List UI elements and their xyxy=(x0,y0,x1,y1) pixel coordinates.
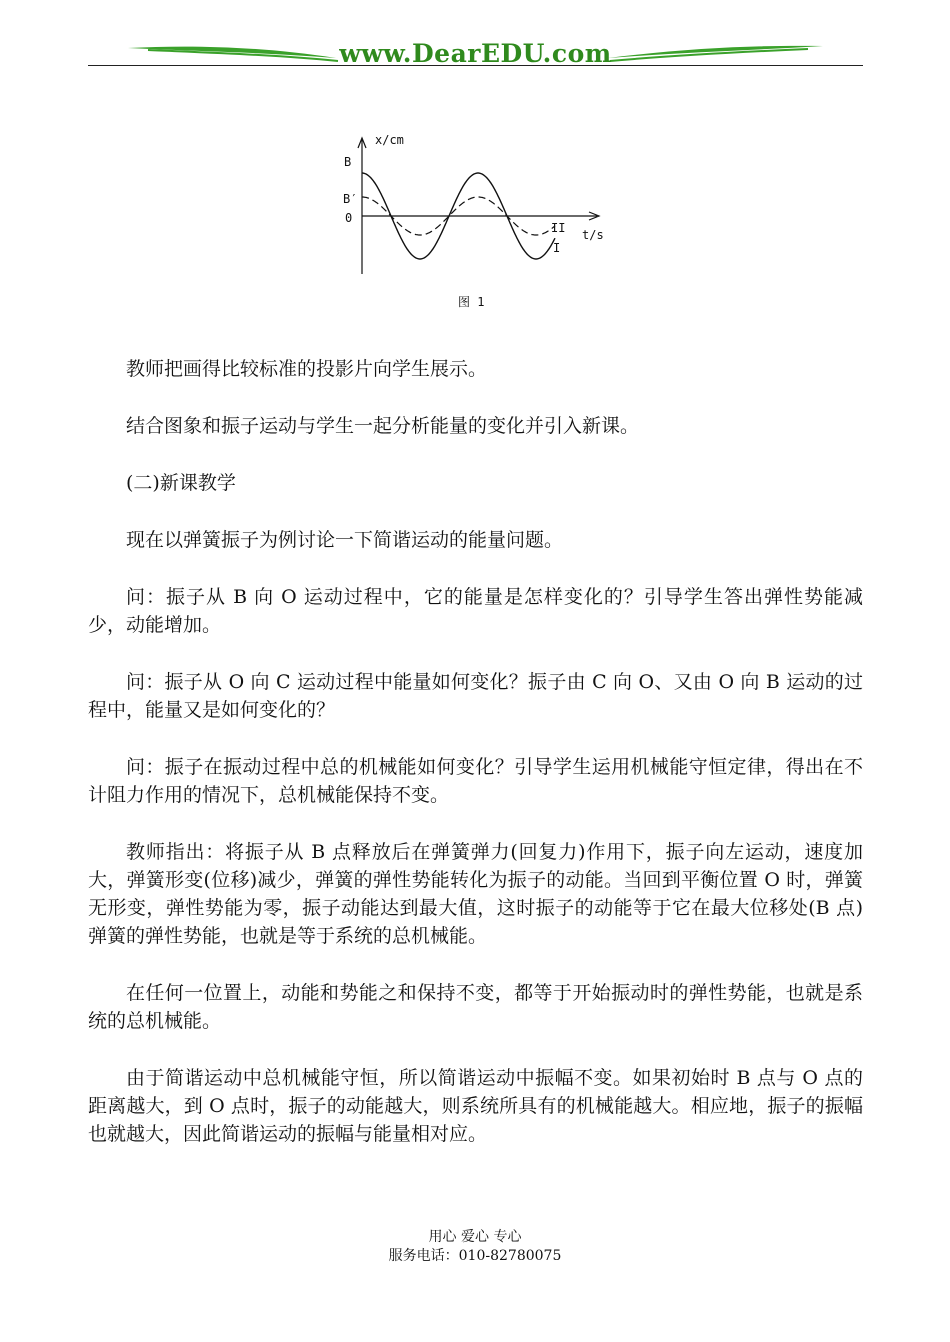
paragraph: 教师把画得比较标准的投影片向学生展示。 xyxy=(126,358,488,380)
label-b: B xyxy=(344,155,352,169)
footer-phone: 服务电话：010-82780075 xyxy=(388,1248,562,1264)
label-origin: 0 xyxy=(345,211,353,225)
paragraph: 由于简谐运动中总机械能守恒，所以简谐运动中振幅不变。如果初始时 B 点与 O 点的距离越大，到 O 点时，振子的动能越大，则系统所具有的机械能越大。相应地，振子的振幅也就越大，因此简谐运动的振幅与能量相对应。 xyxy=(88,1067,863,1145)
paragraph: 问：振子在振动过程中总的机械能如何变化？引导学生运用机械能守恒定律，得出在不计阻力作用的情况下，总机械能保持不变。 xyxy=(88,756,863,806)
paragraph: 现在以弹簧振子为例讨论一下简谐运动的能量问题。 xyxy=(126,529,564,551)
x-axis-label: t/s xyxy=(582,228,604,242)
footer-slogan: 用心 爱心 专心 xyxy=(428,1229,522,1245)
label-b-prime: B′ xyxy=(343,192,358,206)
page-header xyxy=(88,36,863,70)
page-footer xyxy=(0,1228,950,1266)
paragraph: 教师指出：将振子从 B 点释放后在弹簧弹力(回复力)作用下，振子向左运动，速度加大，弹簧形变(位移)减少，弹簧的弹性势能转化为振子的动能。当回到平衡位置 O 时，弹簧无形变，弹性势能为零，振子动能达到最大值，这时振子的动能等于它在最大位移处(B 点)弹簧的弹性势能，也就是等于系统的总机械能。 xyxy=(88,841,863,947)
site-logo-text: www.DearEDU.com xyxy=(339,39,612,68)
oscillation-figure xyxy=(335,128,620,318)
paragraph: 在任何一位置上，动能和势能之和保持不变，都等于开始振动时的弹性势能，也就是系统的总机械能。 xyxy=(88,982,863,1032)
paragraph: 结合图象和振子运动与学生一起分析能量的变化并引入新课。 xyxy=(126,415,640,437)
section-heading: (二)新课教学 xyxy=(126,472,236,494)
figure-caption: 图 1 xyxy=(458,295,485,309)
curve-1-label: I xyxy=(553,241,561,255)
paragraph: 问：振子从 O 向 C 运动过程中能量如何变化？振子由 C 向 O、又由 O 向 B 运动的过程中，能量又是如何变化的？ xyxy=(88,671,863,721)
document-body xyxy=(88,355,863,1177)
oscillation-graph xyxy=(335,128,620,318)
y-axis-label: x/cm xyxy=(375,133,404,147)
curve-2-label: II xyxy=(551,221,566,235)
paragraph: 问：振子从 B 向 O 运动过程中，它的能量是怎样变化的？引导学生答出弹性势能减少，动能增加。 xyxy=(88,586,863,636)
header-rule xyxy=(88,65,863,66)
